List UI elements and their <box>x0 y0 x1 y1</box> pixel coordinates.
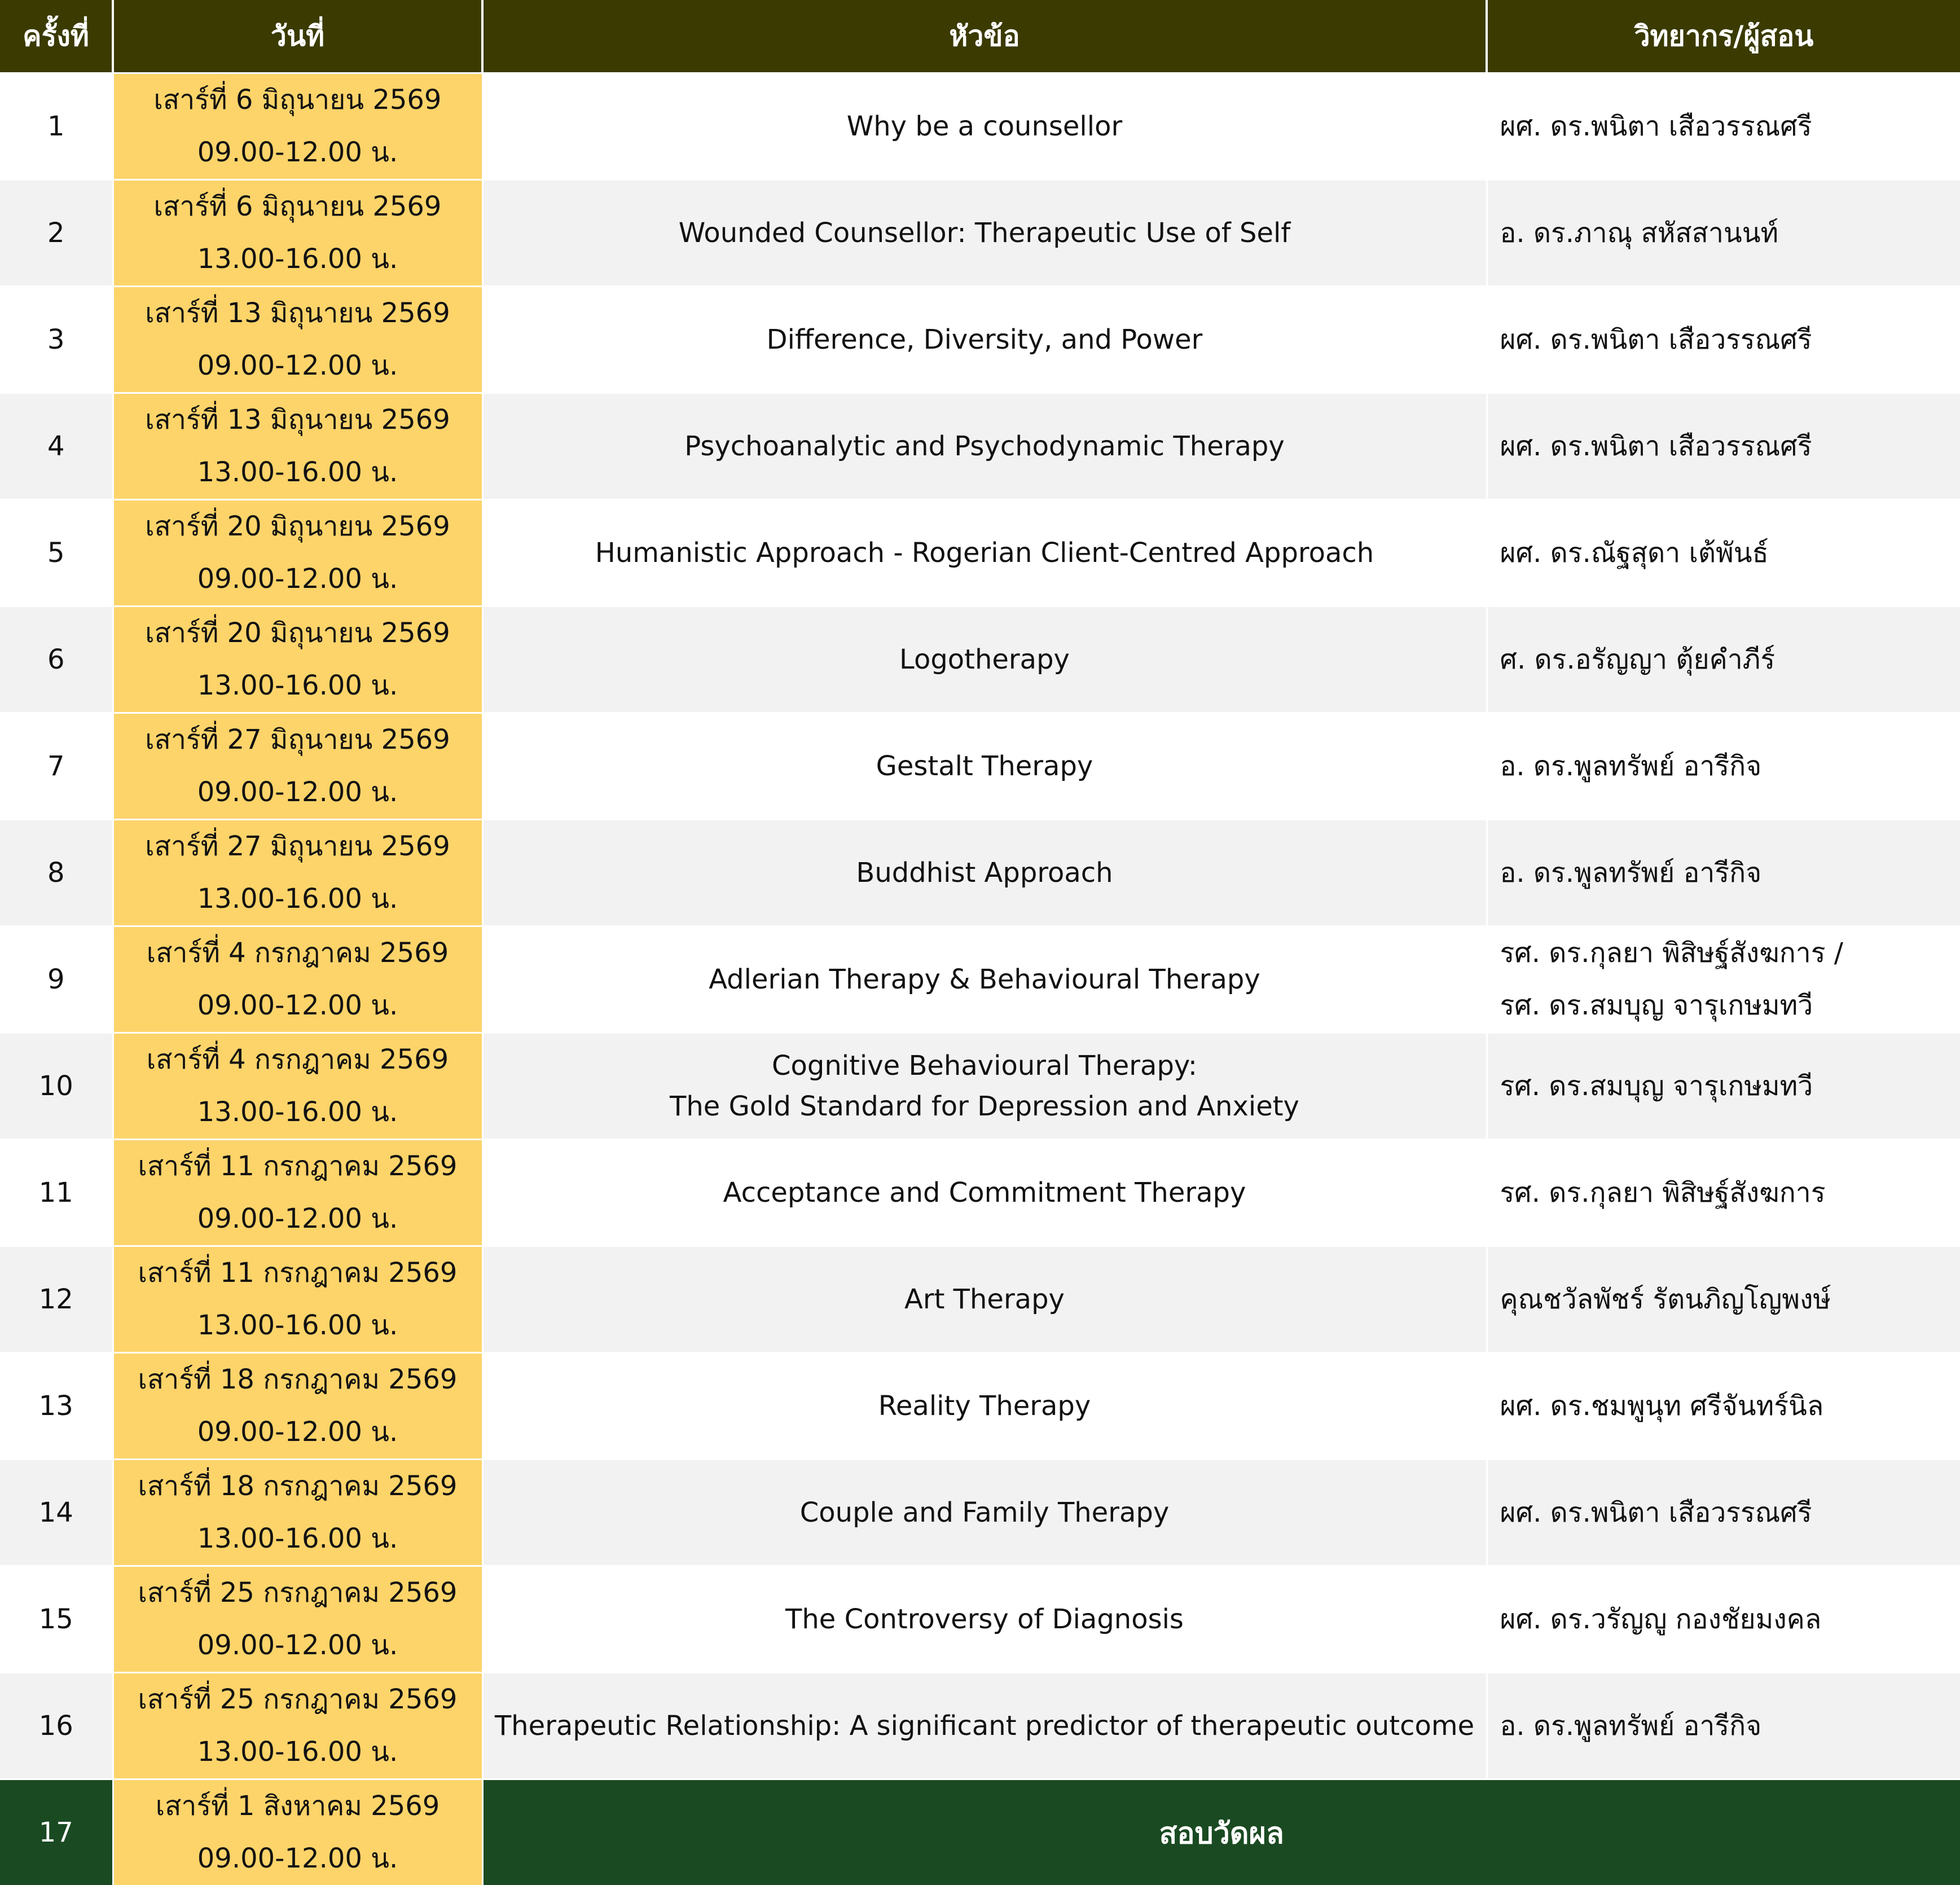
session-time: 13.00-16.00 น. <box>114 1299 482 1352</box>
session-date: เสาร์ที่ 27 มิถุนายน 2569 <box>114 714 482 766</box>
session-time: 09.00-12.00 น. <box>114 1193 482 1245</box>
session-time: 09.00-12.00 น. <box>114 1406 482 1458</box>
session-number: 9 <box>0 926 113 1033</box>
date-cell <box>113 1353 482 1460</box>
lecturer-cell <box>1487 926 1960 1033</box>
lecturer-name: อ. ดร.ภาณุ สหัสสานนท์ <box>1500 207 1960 260</box>
date-cell <box>113 1673 482 1779</box>
session-number: 15 <box>0 1566 113 1673</box>
lecturer-name: ผศ. ดร.พนิตา เสือวรรณศรี <box>1500 314 1960 366</box>
session-number: 1 <box>0 73 113 180</box>
lecturer-name: ผศ. ดร.ณัฐสุดา เต้พันธ์ <box>1500 527 1960 579</box>
topic-cell <box>482 180 1487 287</box>
session-number: 11 <box>0 1140 113 1246</box>
session-time: 09.00-12.00 น. <box>114 1619 482 1672</box>
lecturer-cell <box>1487 607 1960 713</box>
table-row <box>0 820 1960 926</box>
topic-cell <box>482 820 1487 926</box>
topic-cell <box>482 607 1487 713</box>
table-row <box>0 1673 1960 1779</box>
topic-line: Psychoanalytic and Psychodynamic Therapy <box>484 426 1486 467</box>
table-row <box>0 1353 1960 1460</box>
topic-line: Gestalt Therapy <box>484 746 1486 786</box>
table-header-row <box>0 0 1960 73</box>
topic-cell <box>482 1460 1487 1566</box>
lecturer-name: ศ. ดร.อรัญญา ตุ้ยคำภีร์ <box>1500 634 1960 686</box>
session-date: เสาร์ที่ 11 กรกฎาคม 2569 <box>114 1140 482 1193</box>
date-cell <box>113 1140 482 1246</box>
lecturer-name: รศ. ดร.สมบุญ จารุเกษมทวี <box>1500 979 1960 1032</box>
date-cell <box>113 393 482 500</box>
topic-cell <box>482 393 1487 500</box>
table-row <box>0 180 1960 287</box>
session-time: 13.00-16.00 น. <box>114 1086 482 1139</box>
lecturer-cell <box>1487 1460 1960 1566</box>
lecturer-cell <box>1487 713 1960 820</box>
header-date: วันที่ <box>113 0 482 73</box>
session-number: 2 <box>0 180 113 287</box>
exam-row <box>0 1779 1960 1885</box>
session-number: 7 <box>0 713 113 820</box>
date-cell <box>113 1246 482 1353</box>
lecturer-name: ผศ. ดร.พนิตา เสือวรรณศรี <box>1500 420 1960 473</box>
table-row <box>0 1566 1960 1673</box>
session-date: เสาร์ที่ 18 กรกฎาคม 2569 <box>114 1460 482 1513</box>
topic-line: Logotherapy <box>484 639 1486 680</box>
lecturer-cell <box>1487 287 1960 393</box>
session-date: เสาร์ที่ 25 กรกฎาคม 2569 <box>114 1673 482 1726</box>
session-date: เสาร์ที่ 4 กรกฎาคม 2569 <box>114 1034 482 1086</box>
session-time: 13.00-16.00 น. <box>114 446 482 499</box>
topic-cell <box>482 73 1487 180</box>
date-cell <box>113 713 482 820</box>
session-date: เสาร์ที่ 18 กรกฎาคม 2569 <box>114 1354 482 1406</box>
topic-cell <box>482 500 1487 607</box>
lecturer-cell <box>1487 73 1960 180</box>
session-time: 13.00-16.00 น. <box>114 1726 482 1778</box>
date-cell <box>113 607 482 713</box>
session-date: เสาร์ที่ 4 กรกฎาคม 2569 <box>114 927 482 979</box>
session-time: 13.00-16.00 น. <box>114 660 482 712</box>
date-cell <box>113 500 482 607</box>
header-lecturer: วิทยากร/ผู้สอน <box>1487 0 1960 73</box>
session-number: 16 <box>0 1673 113 1779</box>
lecturer-cell <box>1487 1673 1960 1779</box>
table-row <box>0 500 1960 607</box>
header-session-no: ครั้งที่ <box>0 0 113 73</box>
table-row <box>0 73 1960 180</box>
table-row <box>0 287 1960 393</box>
session-time: 13.00-16.00 น. <box>114 873 482 925</box>
topic-line: Adlerian Therapy & Behavioural Therapy <box>484 959 1486 1000</box>
session-number: 6 <box>0 607 113 713</box>
session-date: เสาร์ที่ 13 มิถุนายน 2569 <box>114 394 482 446</box>
session-time: 09.00-12.00 น. <box>114 979 482 1032</box>
topic-cell <box>482 1033 1487 1140</box>
topic-line: Cognitive Behavioural Therapy: <box>484 1045 1486 1086</box>
lecturer-cell <box>1487 180 1960 287</box>
schedule-body <box>0 73 1960 1885</box>
session-number: 14 <box>0 1460 113 1566</box>
exam-label: สอบวัดผล <box>482 1779 1960 1885</box>
topic-line: Therapeutic Relationship: A significant predictor of therapeutic outcome <box>484 1706 1486 1746</box>
date-cell <box>113 1033 482 1140</box>
topic-cell <box>482 1140 1487 1246</box>
session-time: 13.00-16.00 น. <box>114 1513 482 1565</box>
topic-line: Couple and Family Therapy <box>484 1492 1486 1533</box>
table-row <box>0 926 1960 1033</box>
exam-date: เสาร์ที่ 1 สิงหาคม 2569 <box>114 1780 482 1833</box>
session-number: 12 <box>0 1246 113 1353</box>
lecturer-cell <box>1487 1246 1960 1353</box>
topic-cell <box>482 287 1487 393</box>
lecturer-name: คุณชวัลพัชร์ รัตนภิญโญพงษ์ <box>1500 1273 1960 1326</box>
table-row <box>0 1140 1960 1246</box>
lecturer-name: อ. ดร.พูลทรัพย์ อารีกิจ <box>1500 1700 1960 1752</box>
lecturer-cell <box>1487 1140 1960 1246</box>
date-cell <box>113 73 482 180</box>
session-number: 13 <box>0 1353 113 1460</box>
table-row <box>0 713 1960 820</box>
exam-session-no: 17 <box>0 1779 113 1885</box>
topic-line: Acceptance and Commitment Therapy <box>484 1172 1486 1213</box>
lecturer-cell <box>1487 393 1960 500</box>
topic-line: Art Therapy <box>484 1279 1486 1320</box>
topic-line: Buddhist Approach <box>484 853 1486 893</box>
session-date: เสาร์ที่ 11 กรกฎาคม 2569 <box>114 1247 482 1299</box>
session-date: เสาร์ที่ 27 มิถุนายน 2569 <box>114 820 482 873</box>
session-number: 3 <box>0 287 113 393</box>
date-cell <box>113 820 482 926</box>
topic-line: Difference, Diversity, and Power <box>484 319 1486 360</box>
lecturer-name: รศ. ดร.กุลยา พิสิษฐ์สังฆการ / <box>1500 927 1960 979</box>
topic-cell <box>482 1246 1487 1353</box>
lecturer-cell <box>1487 1353 1960 1460</box>
topic-line: Reality Therapy <box>484 1386 1486 1426</box>
topic-cell <box>482 1566 1487 1673</box>
lecturer-name: รศ. ดร.สมบุญ จารุเกษมทวี <box>1500 1060 1960 1113</box>
topic-line: Why be a counsellor <box>484 106 1486 147</box>
table-row <box>0 1033 1960 1140</box>
session-number: 4 <box>0 393 113 500</box>
topic-line: Humanistic Approach - Rogerian Client-Centred Approach <box>484 533 1486 573</box>
date-cell <box>113 287 482 393</box>
topic-line: Wounded Counsellor: Therapeutic Use of Self <box>484 213 1486 253</box>
date-cell <box>113 180 482 287</box>
lecturer-name: รศ. ดร.กุลยา พิสิษฐ์สังฆการ <box>1500 1167 1960 1219</box>
header-topic: หัวข้อ <box>482 0 1487 73</box>
session-time: 13.00-16.00 น. <box>114 233 482 285</box>
topic-line: The Controversy of Diagnosis <box>484 1599 1486 1640</box>
topic-cell <box>482 1673 1487 1779</box>
lecturer-name: อ. ดร.พูลทรัพย์ อารีกิจ <box>1500 847 1960 899</box>
table-row <box>0 1460 1960 1566</box>
session-time: 09.00-12.00 น. <box>114 553 482 605</box>
session-date: เสาร์ที่ 13 มิถุนายน 2569 <box>114 287 482 340</box>
session-date: เสาร์ที่ 20 มิถุนายน 2569 <box>114 607 482 660</box>
session-number: 8 <box>0 820 113 926</box>
lecturer-cell <box>1487 1033 1960 1140</box>
lecturer-cell <box>1487 500 1960 607</box>
lecturer-name: อ. ดร.พูลทรัพย์ อารีกิจ <box>1500 740 1960 793</box>
session-date: เสาร์ที่ 25 กรกฎาคม 2569 <box>114 1567 482 1619</box>
table-row <box>0 1246 1960 1353</box>
lecturer-name: ผศ. ดร.วรัญญู กองชัยมงคล <box>1500 1593 1960 1646</box>
session-date: เสาร์ที่ 6 มิถุนายน 2569 <box>114 181 482 233</box>
date-cell <box>113 1460 482 1566</box>
table-row <box>0 393 1960 500</box>
topic-cell <box>482 926 1487 1033</box>
session-time: 09.00-12.00 น. <box>114 126 482 179</box>
exam-time: 09.00-12.00 น. <box>114 1833 482 1885</box>
topic-cell <box>482 1353 1487 1460</box>
lecturer-name: ผศ. ดร.พนิตา เสือวรรณศรี <box>1500 1487 1960 1539</box>
table-row <box>0 607 1960 713</box>
exam-date-cell <box>113 1779 482 1885</box>
lecturer-cell <box>1487 1566 1960 1673</box>
session-date: เสาร์ที่ 20 มิถุนายน 2569 <box>114 500 482 553</box>
session-time: 09.00-12.00 น. <box>114 766 482 819</box>
session-time: 09.00-12.00 น. <box>114 340 482 392</box>
lecturer-name: ผศ. ดร.ชมพูนุท ศรีจันทร์นิล <box>1500 1380 1960 1433</box>
lecturer-cell <box>1487 820 1960 926</box>
session-date: เสาร์ที่ 6 มิถุนายน 2569 <box>114 74 482 126</box>
date-cell <box>113 926 482 1033</box>
topic-line: The Gold Standard for Depression and Anxiety <box>484 1086 1486 1127</box>
date-cell <box>113 1566 482 1673</box>
session-number: 10 <box>0 1033 113 1140</box>
topic-cell <box>482 713 1487 820</box>
session-number: 5 <box>0 500 113 607</box>
lecturer-name: ผศ. ดร.พนิตา เสือวรรณศรี <box>1500 100 1960 153</box>
